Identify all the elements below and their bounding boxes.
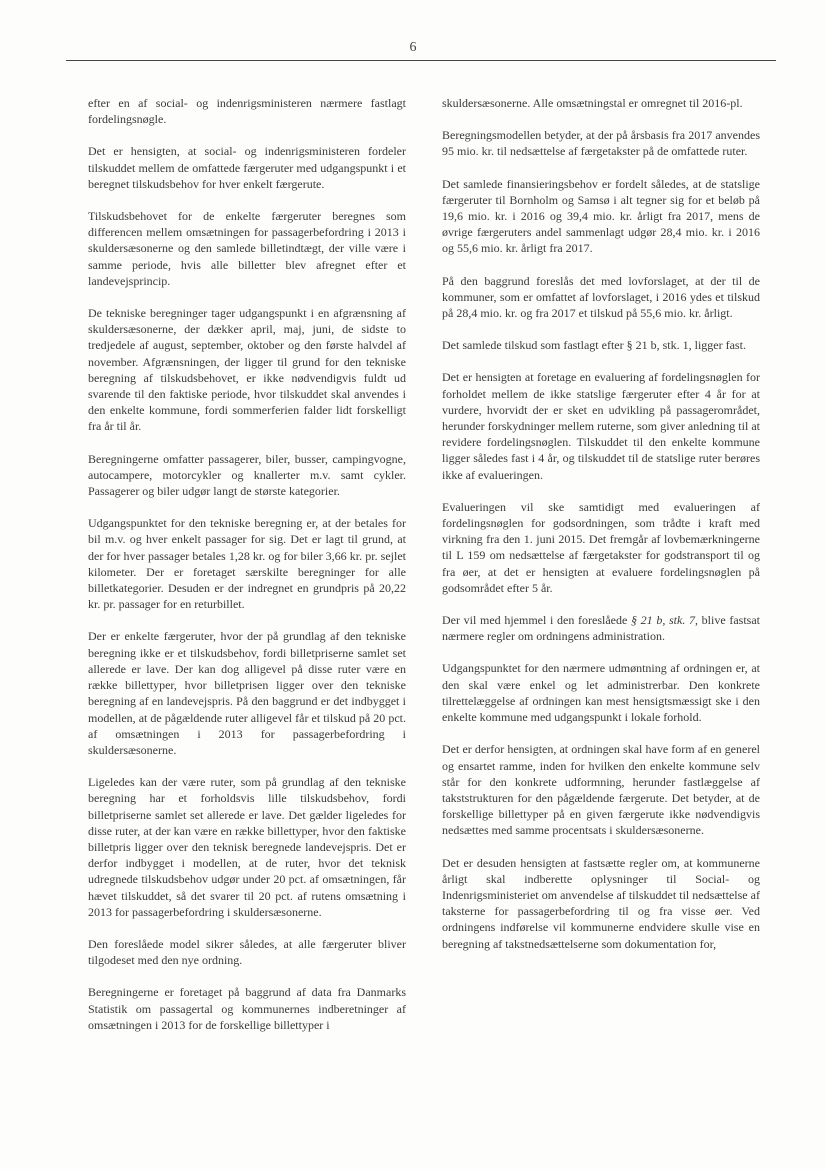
paragraph: Der er enkelte færgeruter, hvor der på grundlag af den tekniske beregning ikke er et tilskudsbehov, fordi billetpriserne samlet set allerede er lave. Der kan dog alligevel på disse ruter være en række billettyper, hvor billetprisen ligger over den tekniske beregning af en landevejspris. På den baggrund er det indbygget i modellen, at de pågældende ruter alligevel får et tilskud på 20 pct. af omsætningen i 2013 for passagerbefordring i skuldersæsonerne. [88,629,406,757]
paragraph: Tilskudsbehovet for de enkelte færgeruter beregnes som differencen mellem omsætningen for passagerbefordring i 2013 i skuldersæsonerne og den samlede billetindtægt, der ville være i samme periode, hvis alle billetter blev afregnet efter et landevejsprincip. [88,209,406,288]
legal-reference: § 21 b, stk. 7 [630,613,695,628]
paragraph: Beregningerne omfatter passagerer, biler, busser, campingvogne, autocampere, motorcykler og knallerter m.v. samt cykler. Passagerer og biler udgør langt de største kategorier. [88,451,406,499]
paragraph: Det er hensigten, at social- og indenrigsministeren fordeler tilskuddet mellem de omfattede færgeruter med udgangspunkt i et beregnet tilskudsbehov for hver enkelt færgerute. [88,144,406,191]
paragraph: Udgangspunktet for den nærmere udmøntning af ordningen er, at den skal være enkel og let administrerbar. Den konkrete tilrettelæggelse af ordningen kan mest hensigtsmæssigt ske i den enkelte kommune med udgangspunkt i lokale forhold. [442,661,760,725]
paragraph: Det er hensigten at foretage en evaluering af fordelingsnøglen for forholdet mellem de ikke statslige færgeruter efter 4 år for at vurdere, hvorvidt der er sket en udvikling på passagerområdet, herunder forskydninger mellem ruterne, som giver anledning til at revidere fordelingsnøglen. Tilskuddet til den enkelte kommune ligger således fast i 4 år, og tilskuddet til de statslige ruter berøres ikke af evalueringen. [442,370,760,482]
paragraph: Det er derfor hensigten, at ordningen skal have form af en generel og ensartet ramme, inden for hvilken den enkelte kommune selv står for den konkrete udformning, herunder fastlæggelse af takststrukturen for den pågældende færgerute. Det betyder, at de forskellige billettyper på en given færgerute ikke nødvendigvis nedsættes med samme procentsats i skuldersæsonerne. [442,742,760,838]
paragraph: Ligeledes kan der være ruter, som på grundlag af den tekniske beregning har et forholdsvis lille tilskudsbehov, fordi billetpriserne samlet set allerede er lave. Det gælder ligeledes for disse ruter, at der kan være en række billettyper, hvor den faktiske billetpris ligger over den teknisk beregnede landevejspris. Det er derfor indbygget i modellen, at de ruter, hvor det teknisk udregnede tilskudsbehov udgør under 20 pct. af omsætningen, får hævet tilskuddet, så det svarer til 20 pct. af rutens omsætning i 2013 for passagerbefordring i skuldersæsonerne. [88,775,406,919]
paragraph: De tekniske beregninger tager udgangspunkt i en afgrænsning af skuldersæsonerne, der dækker april, maj, juni, de sidste to tredjedele af august, september, oktober og den første halvdel af november. Afgrænsningen, der ligger til grund for den tekniske beregning af tilskudsbehovet, er ikke nødvendigvis fuldt ud svarende til den faktiske periode, hvor tilskuddet skal anvendes i den enkelte kommune, fordi sommerferien falder lidt forskelligt fra år til år. [88,306,406,434]
left-column [88,95,406,1049]
paragraph-with-reference [442,612,760,644]
paragraph: skuldersæsonerne. Alle omsætningstal er omregnet til 2016-pl. [442,96,743,110]
paragraph: Evalueringen vil ske samtidigt med evalueringen af fordelingsnøglen for godsordningen, som trådte i kraft med virkning fra den 1. juni 2015. Det fremgår af lovbemærkningerne til L 159 om nedsættelse af færgetakster for godstransport til og fra øer, at det er hensigten at evaluere fordelingsnøglen på godsområdet efter 5 år. [442,499,760,595]
paragraph: Den foreslåede model sikrer således, at alle færgeruter bliver tilgodeset med den nye ordning. [88,936,406,968]
text-run: , blive fastsat nærmere regler om ordningens administration. [442,613,760,644]
paragraph: Udgangspunktet for den tekniske beregning er, at der betales for bil m.v. og hver enkelt passager for sig. Det er lagt til grund, at der for hver passager betales 1,28 kr. og for biler 3,66 kr. pr. sejlet kilometer. Der er foretaget særskilte beregninger for alle billetkategorier. Desuden er der indregnet en grundpris på 20,22 kr. pr. passager for en returbillet. [88,516,406,612]
paragraph: efter en af social- og indenrigsministeren nærmere fastlagt fordelingsnøgle. [88,96,406,127]
page-number: 6 [409,40,417,55]
paragraph: På den baggrund foreslås det med lovforslaget, at der til de kommuner, som er omfattet af lovforslaget, i 2016 ydes et tilskud på 28,4 mio. kr. og fra 2017 et tilskud på 55,6 mio. kr. årligt. [442,273,760,321]
paragraph: Det samlede finansieringsbehov er fordelt således, at de statslige færgeruter til Bornholm og Samsø i alt tegner sig for et beløb på 19,6 mio. kr. i 2016 og 39,4 mio. kr. årligt fra 2017, mens de øvrige færgeruters andel sammenlagt udgør 28,4 mio. kr. i 2016 og 55,6 mio. kr. årligt fra 2017. [442,176,760,256]
paragraph: Beregningerne er foretaget på baggrund af data fra Danmarks Statistik om passagertal og kommunernes indberetninger af omsætningen i 2013 for de forskellige billettyper i [88,985,406,1032]
paragraph: Beregningsmodellen betyder, at der på årsbasis fra 2017 anvendes 95 mio. kr. til nedsættelse af færgetakster på de omfattede ruter. [442,128,760,159]
text-run: Der vil med hjemmel i den foreslåede [442,613,631,628]
right-column [442,95,760,968]
paragraph: Det samlede tilskud som fastlagt efter § 21 b, stk. 1, ligger fast. [442,338,746,353]
header-rule [66,60,776,61]
paragraph: Det er desuden hensigten at fastsætte regler om, at kommunerne årligt skal indberette oplysninger til Social- og Indenrigsministeriet om anvendelse af tilskuddet til nedsættelse af taksterne for passagerbefordring til og fra visse øer. Ved ordningens indførelse vil kommunerne endvidere skulle vise en beregning af takstnedsættelserne som dokumentation for, [442,855,760,951]
